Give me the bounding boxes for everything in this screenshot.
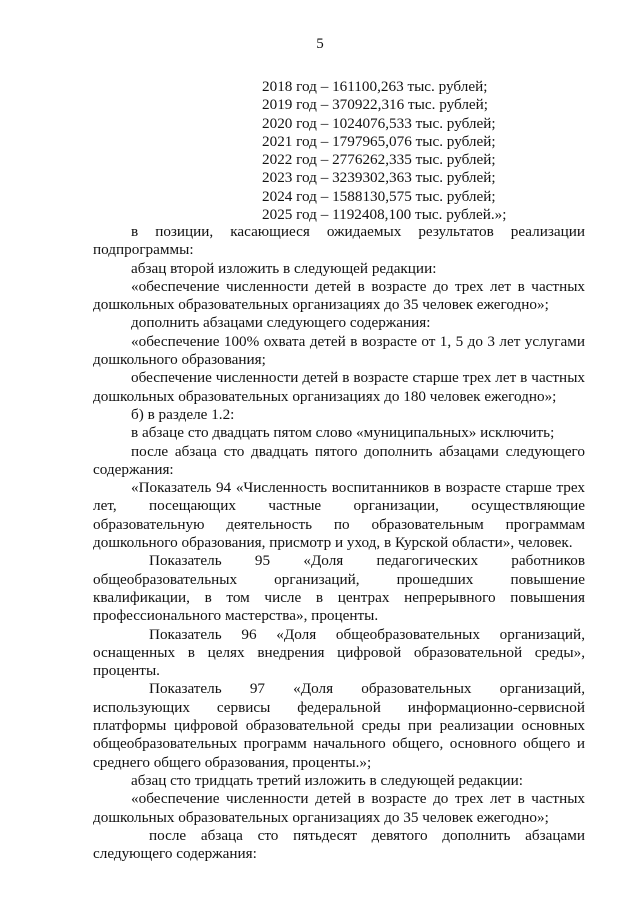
paragraph: обеспечение численности детей в возрасте старше трех лет в частных дошкольных образовательных организациях до 180 человек ежегодно»; [93, 369, 585, 405]
body-text [93, 223, 585, 863]
paragraph: «обеспечение численности детей в возрасте до трех лет в частных дошкольных образовательных организациях до 35 человек ежегодно»; [93, 277, 585, 314]
finance-year-line: 2018 год – 161100,263 тыс. рублей; [262, 78, 488, 95]
paragraph: после абзаца сто пятьдесят девятого дополнить абзацами следующего содержания: [93, 826, 585, 863]
paragraph: б) в разделе 1.2: [131, 405, 235, 423]
paragraph: «Показатель 94 «Численность воспитанников в возрасте старше трех лет, посещающих частные организации, осуществляющие образовательную деятельность по образовательным программам дошкольного образования, присмотр и уход, в Курской области», человек. [93, 479, 585, 552]
finance-year-line: 2020 год – 1024076,533 тыс. рублей; [262, 114, 496, 132]
paragraph: дополнить абзацами следующего содержания: [131, 314, 431, 332]
paragraph: в абзаце сто двадцать пятом слово «муниципальных» исключить; [131, 424, 555, 442]
paragraph: Показатель 96 «Доля общеобразовательных организаций, оснащенных в целях внедрения цифровой образовательной среды», проценты. [93, 625, 585, 680]
paragraph: Показатель 97 «Доля образовательных организаций, использующих сервисы федеральной информационно-сервисной платформы цифровой образовательной среды при реализации основных общеобразовательных программ начального общего, основного общего и среднего общего образования, проценты.»; [93, 680, 585, 771]
paragraph: Показатель 95 «Доля педагогических работников общеобразовательных организаций, прошедших повышение квалификации, в том числе в центрах непрерывного повышения профессионального мастерства», проценты. [93, 552, 585, 625]
page-number: 5 [316, 36, 324, 52]
finance-year-line: 2022 год – 2776262,335 тыс. рублей; [262, 151, 496, 169]
finance-year-line: 2023 год – 3239302,363 тыс. рублей; [262, 169, 496, 187]
finance-year-list [262, 78, 506, 224]
finance-year-line: 2025 год – 1192408,100 тыс. рублей.»; [262, 206, 507, 224]
paragraph: «обеспечение 100% охвата детей в возрасте от 1, 5 до 3 лет услугами дошкольного образования; [93, 332, 585, 369]
finance-year-line: 2019 год – 370922,316 тыс. рублей; [262, 96, 489, 114]
paragraph: после абзаца сто двадцать пятого дополнить абзацами следующего содержания: [93, 442, 585, 478]
paragraph: в позиции, касающиеся ожидаемых результатов реализации подпрограммы: [93, 223, 585, 259]
paragraph: «обеспечение численности детей в возрасте до трех лет в частных дошкольных образовательных организациях до 35 человек ежегодно»; [93, 790, 585, 826]
paragraph: абзац сто тридцать третий изложить в следующей редакции: [131, 771, 523, 789]
finance-year-line: 2024 год – 1588130,575 тыс. рублей; [262, 187, 496, 205]
paragraph: абзац второй изложить в следующей редакции: [131, 259, 437, 277]
finance-year-line: 2021 год – 1797965,076 тыс. рублей; [262, 132, 496, 150]
